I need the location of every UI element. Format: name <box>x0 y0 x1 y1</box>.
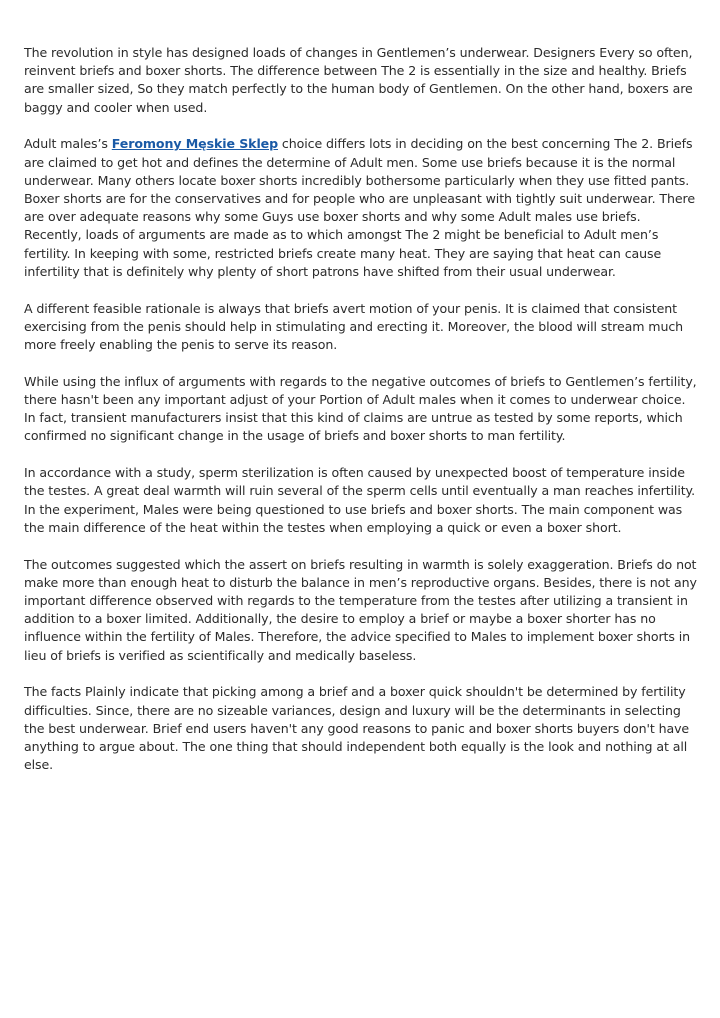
paragraph-2-intro: Adult males’s <box>24 136 112 152</box>
paragraph-4: While using the influx of arguments with regards to the negative outcomes of briefs to Gentlemen’s fertility, there hasn't been any important adjust of your Portion of Adult males when it comes to underwear choice. In fact, transient manufacturers insist that this kind of claims are untrue as tested by some reports, which confirmed no significant change in the usage of briefs and boxer shorts to man fertility. <box>24 373 697 444</box>
paragraph-2-body: choice differs lots in deciding on the best concerning The 2. Briefs are claimed to get hot and defines the determine of Adult men. Some use briefs because it is the normal underwear. Many others locate boxer shorts incredibly bothersome particularly when they use fitted pants. Boxer shorts are for the conservatives and for people who are unpleasant with tightly suit underwear. There are over adequate reasons why some Guys use boxer shorts and why some Adult males use briefs. Recently, loads of arguments are made as to which amongst The 2 might be beneficial to Adult men’s fertility. In keeping with some, restricted briefs create many heat. They are saying that heat can cause infertility that is definitely why plenty of short patrons have shifted from their usual underwear. <box>24 136 695 279</box>
paragraph-6: The outcomes suggested which the assert on briefs resulting in warmth is solely exaggeration. Briefs do not make more than enough heat to disturb the balance in men’s reproductive organs. Besides, there is not any important difference observed with regards to the temperature from the testes after utilizing a transient in addition to a boxer limited. Additionally, the desire to employ a brief or maybe a boxer shorter has no influence within the fertility of Males. Therefore, the advice specified to Males to implement boxer shorts in lieu of briefs is verified as scientifically and medically baseless. <box>24 556 697 663</box>
article-body <box>24 44 698 793</box>
paragraph-2 <box>24 135 698 281</box>
paragraph-7: The facts Plainly indicate that picking among a brief and a boxer quick shouldn't be determined by fertility difficulties. Since, there are no sizeable variances, design and luxury will be the determinants in selecting the best underwear. Brief end users haven't any good reasons to panic and boxer shorts buyers don't have anything to argue about. The one thing that should independent both equally is the look and nothing at all else. <box>24 684 690 773</box>
paragraph-1: The revolution in style has designed loads of changes in Gentlemen’s underwear. Designers Every so often, reinvent briefs and boxer shorts. The difference between The 2 is essentially in the size and healthy. Briefs are smaller sized, So they match perfectly to the human body of Gentlemen. On the other hand, boxers are baggy and cooler when used. <box>24 45 693 115</box>
paragraph-3: A different feasible rationale is always that briefs avert motion of your penis. It is claimed that consistent exercising from the penis should help in stimulating and erecting it. Moreover, the blood will stream much more freely enabling the penis to serve its reason. <box>24 300 684 353</box>
feromony-link[interactable]: Feromony Męskie Sklep <box>111 136 279 152</box>
paragraph-5: In accordance with a study, sperm sterilization is often caused by unexpected boost of temperature inside the testes. A great deal warmth will ruin several of the sperm cells until eventually a man reaches infertility. In the experiment, Males were being questioned to use briefs and boxer shorts. The main component was the main difference of the heat within the testes when employing a quick or even a boxer short. <box>24 465 696 535</box>
